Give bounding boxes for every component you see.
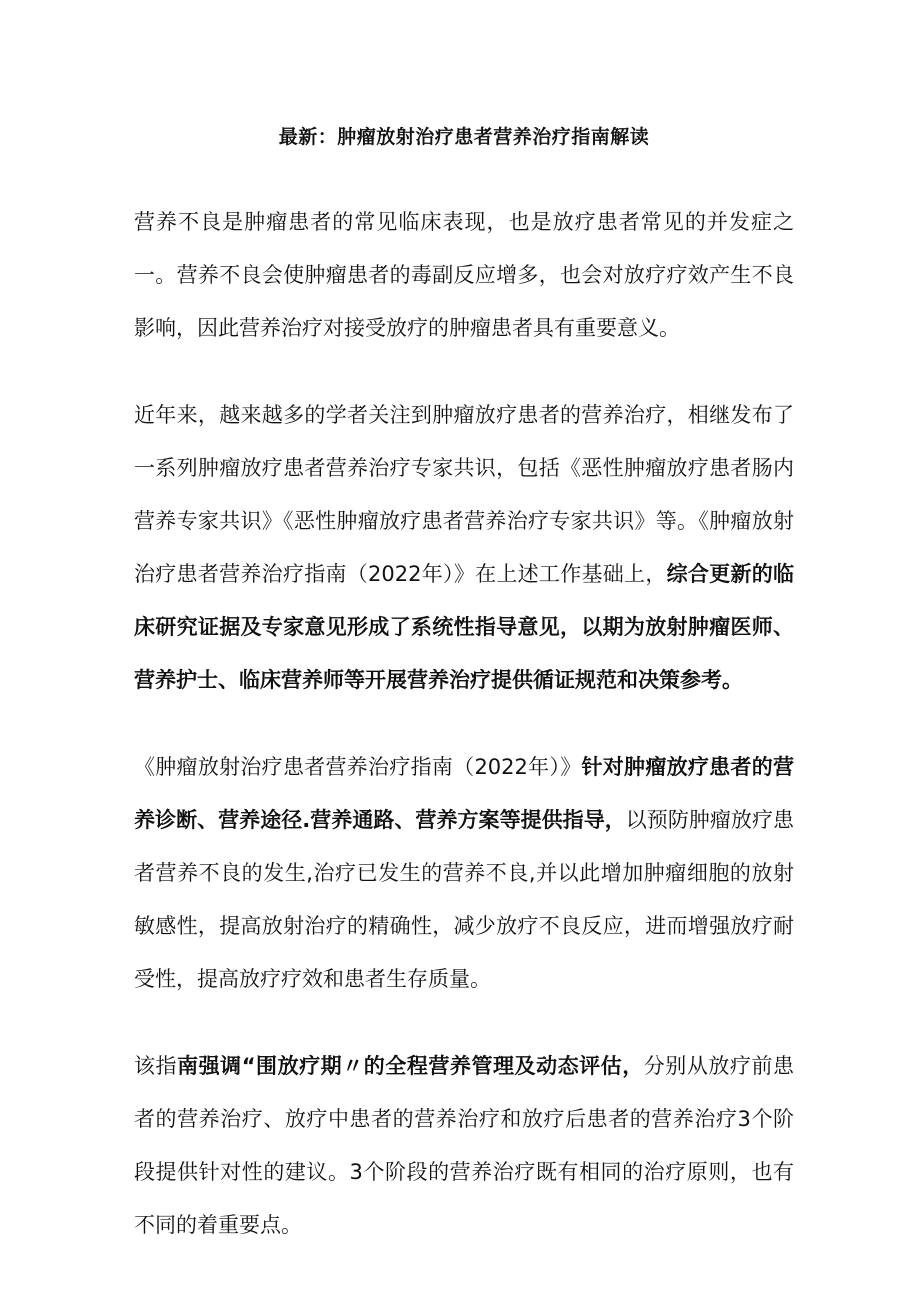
paragraph-2-text: 近年来，越来越多的学者关注到肿瘤放疗患者的营养治疗，相继发布了一系列肿瘤放疗患者营养治疗专家共识，包括《恶性肿瘤放疗患者肠内营养专家共识》《恶性肿瘤放疗患者营养治疗专家共识》等。《肿瘤放射治疗患者营养治疗指南（2022年）》在上述工作基础上， <box>134 403 794 586</box>
paragraph-3 <box>134 741 794 1006</box>
document-page <box>134 0 794 1252</box>
paragraph-3-bold-text: 针对肿瘤放疗患者的营养诊断、营养途径.营养通路、营养方案等提供指导， <box>134 755 794 832</box>
paragraph-4-text-end: 分别从放疗前患者的营养治疗、放疗中患者的营养治疗和放疗后患者的营养治疗3个阶段提供针对性的建议。3个阶段的营养治疗既有相同的治疗原则，也有不同的着重要点。 <box>134 1054 795 1237</box>
paragraph-3-text-end: 以预防肿瘤放疗患者营养不良的发生,治疗已发生的营养不良,并以此增加肿瘤细胞的放射敏感性，提高放射治疗的精确性，减少放疗不良反应，进而增强放疗耐受性，提高放疗疗效和患者生存质量。 <box>134 808 794 991</box>
paragraph-4 <box>134 1040 794 1252</box>
paragraph-1-text: 营养不良是肿瘤患者的常见临床表现，也是放疗患者常见的并发症之一。营养不良会使肿瘤患者的毒副反应增多，也会对放疗疗效产生不良影响，因此营养治疗对接受放疗的肿瘤患者具有重要意义。 <box>134 210 794 340</box>
document-title: 最新：肿瘤放射治疗患者营养治疗指南解读 <box>278 126 650 148</box>
paragraph-1 <box>134 196 794 355</box>
paragraph-2-bold-text: 综合更新的临床研究证据及专家意见形成了系统性指导意见，以期为放射肿瘤医师、营养护士、临床营养师等开展营养治疗提供循证规范和决策参考。 <box>134 562 794 692</box>
paragraph-2 <box>134 389 794 707</box>
paragraph-4-text-start: 该指 <box>134 1054 178 1078</box>
paragraph-4-bold-text: 南强调“围放疗期〃的全程营养管理及动态评估， <box>177 1054 644 1078</box>
paragraph-3-text-start: 《肿瘤放射治疗患者营养治疗指南（2022年）》 <box>134 755 582 779</box>
